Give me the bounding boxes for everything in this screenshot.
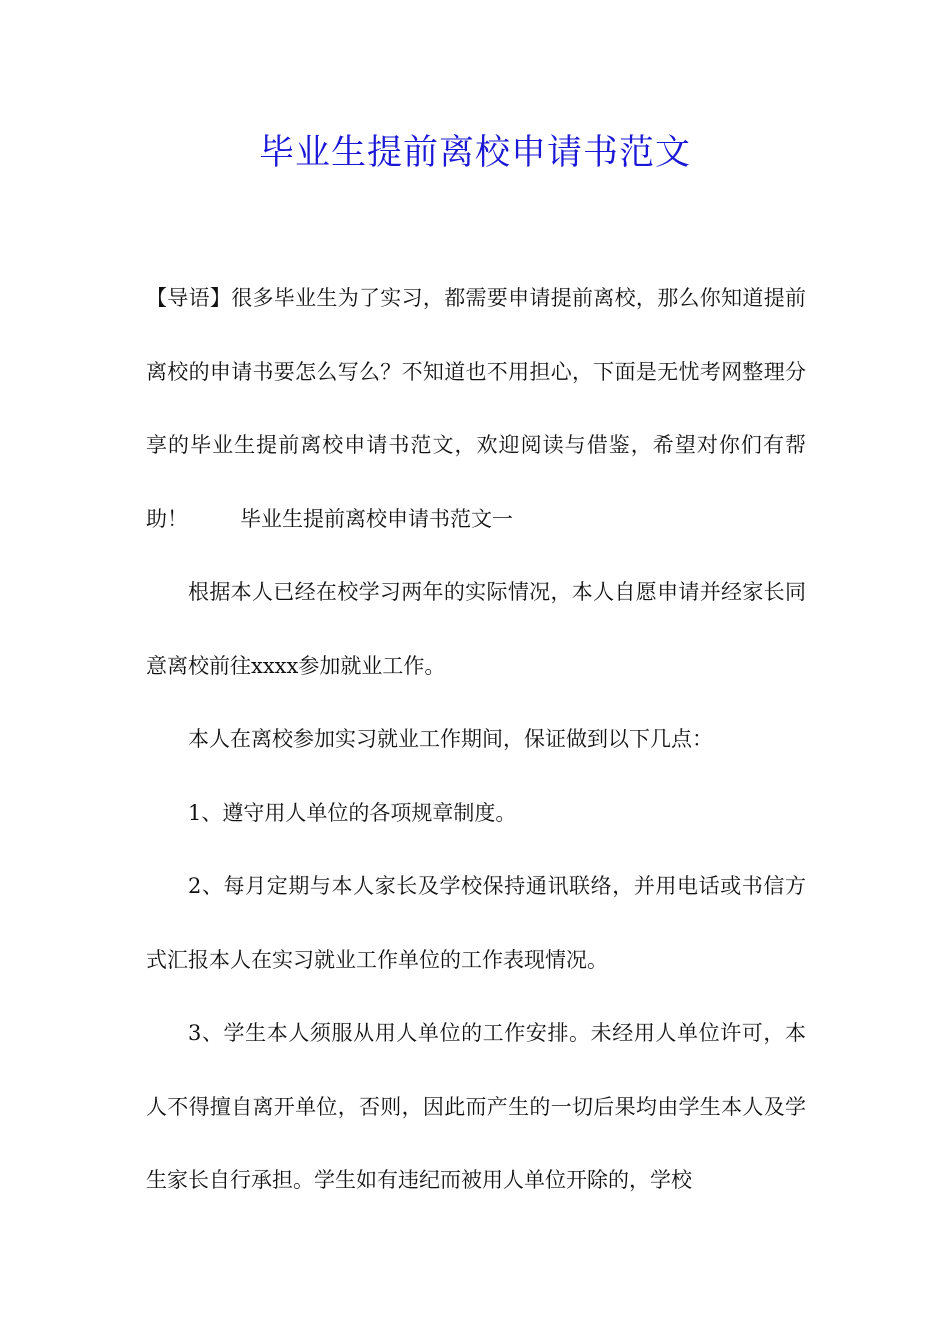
list-item: 2、每月定期与本人家长及学校保持通讯联络，并用电话或书信方式汇报本人在实习就业工作单位的工作表现情况。 xyxy=(146,874,806,972)
intro-paragraph xyxy=(146,262,806,556)
document-title: 毕业生提前离校申请书范文 xyxy=(258,133,691,173)
list-item: 1、遵守用人单位的各项规章制度。 xyxy=(188,800,517,825)
body-paragraph: 本人在离校参加实习就业工作期间，保证做到以下几点： xyxy=(188,727,713,751)
document-body xyxy=(146,262,806,1218)
body-paragraph: 根据本人已经在校学习两年的实际情况，本人自愿申请并经家长同意离校前往xxxx参加就业工作。 xyxy=(146,580,806,678)
intro-text: 【导语】很多毕业生为了实习，都需要申请提前离校，那么你知道提前离校的申请书要怎么写么？不知道也不用担心，下面是无忧考网整理分享的毕业生提前离校申请书范文，欢迎阅读与借鉴，希望对你们有帮助！ xyxy=(146,286,806,531)
section-heading: 毕业生提前离校申请书范文一 xyxy=(240,506,513,531)
list-item: 3、学生本人须服从用人单位的工作安排。未经用人单位许可，本人不得擅自离开单位，否则，因此而产生的一切后果均由学生本人及学生家长自行承担。学生如有违纪而被用人单位开除的，学校 xyxy=(146,1021,806,1192)
